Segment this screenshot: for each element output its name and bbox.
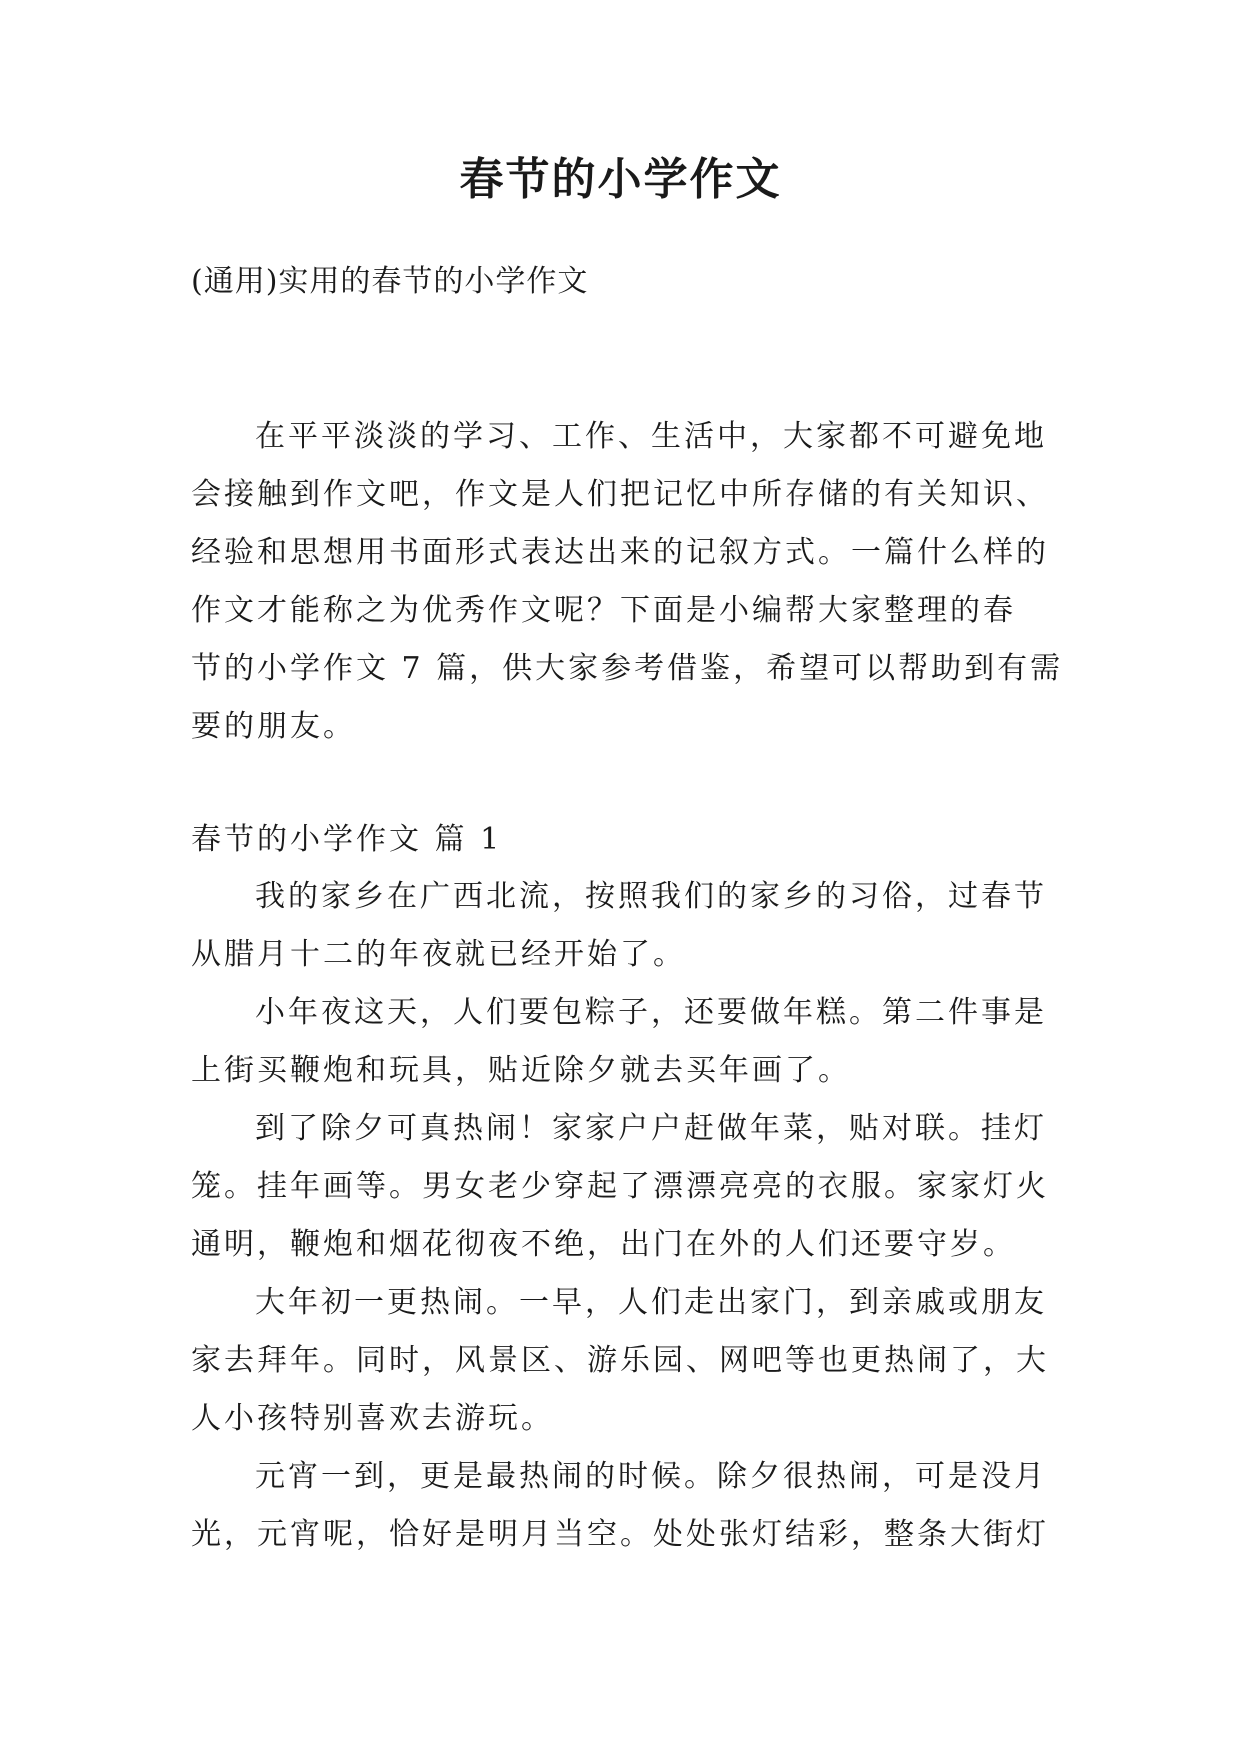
text-line: 人小孩特别喜欢去游玩。	[191, 1401, 554, 1436]
text-line: 笼。挂年画等。男女老少穿起了漂漂亮亮的衣服。家家灯火	[191, 1169, 1049, 1204]
text-line: 我的家乡在广西北流，按照我们的家乡的习俗，过春节	[255, 879, 1047, 914]
intro-paragraph	[191, 408, 1063, 756]
text-line: 会接触到作文吧，作文是人们把记忆中所存储的有关知识、	[191, 477, 1049, 512]
document-title: 春节的小学作文	[459, 154, 782, 205]
text-line: 大年初一更热闹。一早，人们走出家门，到亲戚或朋友	[255, 1285, 1047, 1320]
text-line: 在平平淡淡的学习、工作、生活中，大家都不可避免地	[255, 419, 1047, 454]
text-line: 光，元宵呢，恰好是明月当空。处处张灯结彩，整条大街灯	[191, 1517, 1049, 1552]
text-line: 小年夜这天，人们要包粽子，还要做年糕。第二件事是	[255, 995, 1047, 1030]
text-line: 通明，鞭炮和烟花彻夜不绝，出门在外的人们还要守岁。	[191, 1227, 1016, 1262]
text-line: 元宵一到，更是最热闹的时候。除夕很热闹，可是没月	[255, 1459, 1047, 1494]
section-heading: 春节的小学作文 篇 1	[191, 822, 503, 857]
text-line: 到了除夕可真热闹！家家户户赶做年菜，贴对联。挂灯	[255, 1111, 1047, 1146]
document-subtitle: (通用)实用的春节的小学作文	[191, 264, 589, 299]
text-line: 要的朋友。	[191, 709, 356, 744]
text-line: 作文才能称之为优秀作文呢？下面是小编帮大家整理的春	[191, 593, 1016, 628]
text-line: 上街买鞭炮和玩具，贴近除夕就去买年画了。	[191, 1053, 851, 1088]
essay-body	[191, 868, 1063, 1564]
text-line: 从腊月十二的年夜就已经开始了。	[191, 937, 686, 972]
text-line: 节的小学作文 7 篇，供大家参考借鉴，希望可以帮助到有需	[191, 651, 1064, 686]
text-line: 家去拜年。同时，风景区、游乐园、网吧等也更热闹了，大	[191, 1343, 1049, 1378]
text-line: 经验和思想用书面形式表达出来的记叙方式。一篇什么样的	[191, 535, 1049, 570]
